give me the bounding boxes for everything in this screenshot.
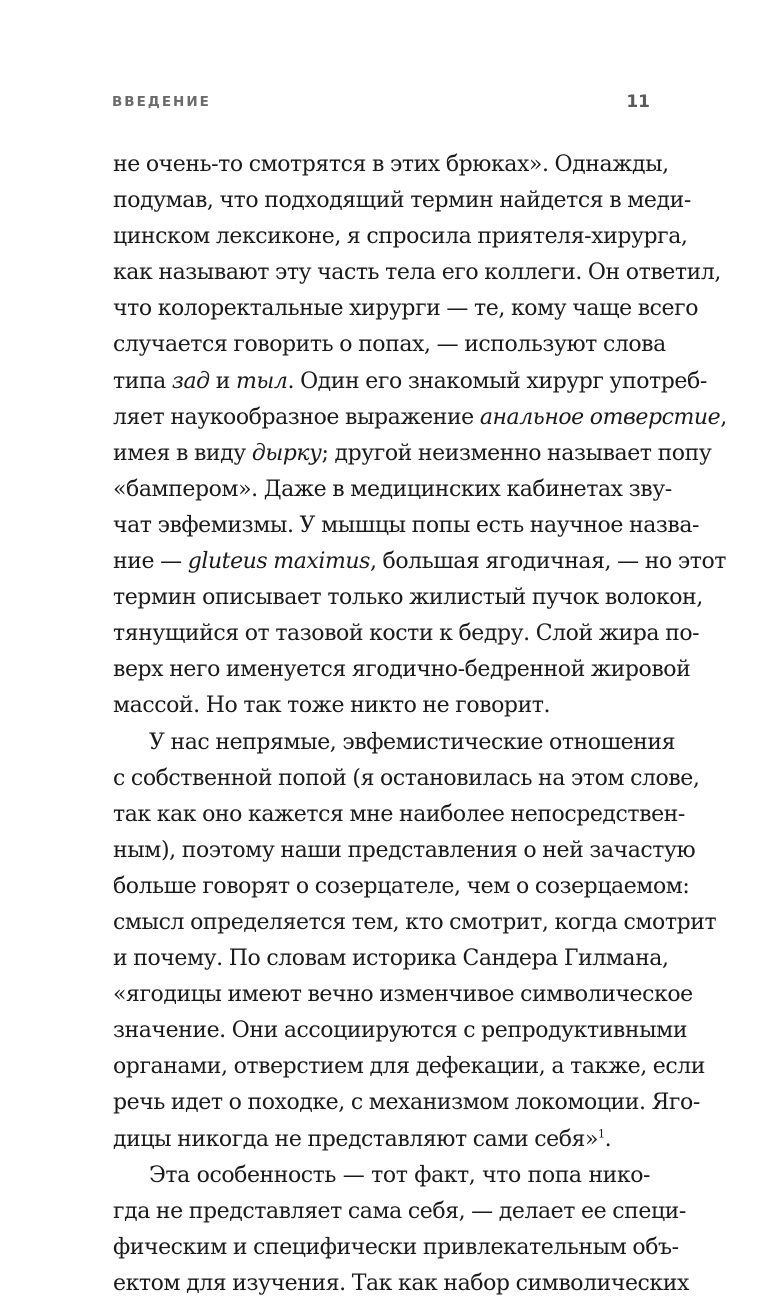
paragraph-3-line: Эта особенность — тот факт, что попа нико- <box>149 1162 650 1188</box>
italic-term: gluteus maximus <box>187 549 370 575</box>
paragraph-2-line: речь идет о походке, с механизмом локомоции. Яго- <box>113 1090 700 1116</box>
section-title: ВВЕДЕНИЕ <box>112 94 211 110</box>
running-head <box>112 91 650 113</box>
paragraph-1-line: цинском лексиконе, я спросила приятеля-хирурга, <box>113 224 688 250</box>
paragraph-1-line: верх него именуется ягодично-бедренной жировой <box>113 657 691 683</box>
paragraph-1-line: что колоректальные хирурги — те, кому чаще всего <box>113 296 699 322</box>
paragraph-3-line: ектом для изучения. Так как набор символических <box>113 1270 689 1296</box>
body-text <box>113 147 727 1302</box>
paragraph-2-line: «ягодицы имеют вечно изменчивое символическое <box>113 982 693 1008</box>
paragraph-1-line: подумав, что подходящий термин найдется в меди- <box>113 188 691 214</box>
paragraph-2-line: органами, отверстием для дефекации, а также, если <box>113 1054 706 1080</box>
paragraph-2-line: дицы никогда не представляют сами себя»$^1$. <box>113 1126 612 1152</box>
page-number: 11 <box>626 92 650 112</box>
italic-term: дырку <box>251 440 322 466</box>
paragraph-1-line: ние — gluteus maximus, большая ягодичная, — но этот <box>113 549 726 575</box>
paragraph-2-line: с собственной попой (я остановилась на этом слове, <box>113 765 700 791</box>
paragraph-1-line: массой. Но так тоже никто не говорит. <box>113 693 551 719</box>
paragraph-2-line: У нас непрямые, эвфемистические отношения <box>149 729 676 755</box>
footnote-marker[interactable]: 1 <box>598 1127 605 1141</box>
italic-term: анальное отверстие <box>479 404 721 430</box>
paragraph-2-line: ным), поэтому наши представления о ней зачастую <box>113 837 696 863</box>
paragraph-1-line: имея в виду дырку; другой неизменно называет попу <box>113 440 712 466</box>
paragraph-2-line: больше говорят о созерцателе, чем о созерцаемом: <box>113 873 690 899</box>
paragraph-1-line: чат эвфемизмы. У мышцы попы есть научное назва- <box>113 512 700 538</box>
paragraph-1-line: не очень-то смотрятся в этих брюках». Однажды, <box>113 152 669 177</box>
paragraph-2-line: так как оно кажется мне наиболее непосредствен- <box>113 801 685 827</box>
paragraph-2-line: значение. Они ассоциируются с репродуктивными <box>113 1018 688 1044</box>
italic-term: тыл <box>236 368 288 394</box>
paragraph-1-line: тянущийся от тазовой кости к бедру. Слой жира по- <box>113 621 700 647</box>
paragraph-2-line: и почему. По словам историка Сандера Гилмана, <box>113 946 669 972</box>
italic-term: зад <box>171 368 210 394</box>
paragraph-1-line: как называют эту часть тела его коллеги. Он ответил, <box>113 260 721 286</box>
paragraph-1-line: случается говорить о попах, — используют слова <box>113 332 666 358</box>
paragraph-1-line: термин описывает только жилистый пучок волокон, <box>113 585 703 611</box>
paragraph-1-line: ляет наукообразное выражение анальное отверстие, <box>113 404 727 430</box>
paragraph-2-line: смысл определяется тем, кто смотрит, когда смотрит <box>113 909 717 935</box>
paragraph-1-line: «бампером». Даже в медицинских кабинетах зву- <box>113 476 672 502</box>
paragraph-3-line: гда не представляет сама себя, — делает ее специ- <box>113 1198 686 1224</box>
paragraph-3-line: фическим и специфически привлекательным объ- <box>113 1234 679 1260</box>
paragraph-1-line: типа зад и тыл. Один его знакомый хирург употреб- <box>113 368 707 394</box>
